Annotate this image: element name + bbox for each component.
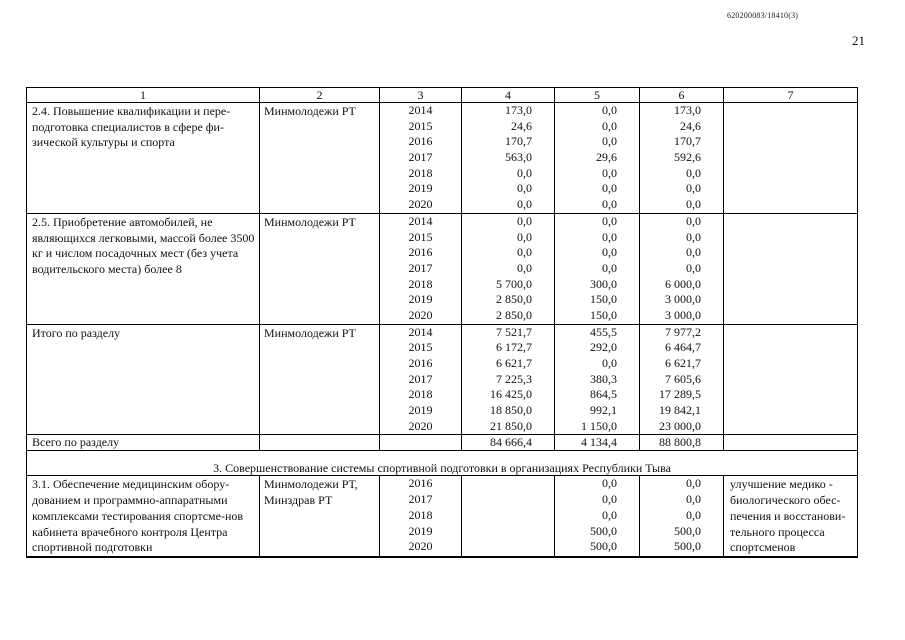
year-cell: 2017 <box>408 150 433 165</box>
year-cell: 2019 <box>408 181 433 196</box>
total-col5: 4 134,4 <box>555 435 640 450</box>
col4-cell: 5 700,0 <box>496 276 532 291</box>
column-number: 4 <box>462 88 555 102</box>
year-cell: 2017 <box>408 260 433 275</box>
col5-cell: 500,0 <box>590 539 617 554</box>
col5-cell: 0,0 <box>602 356 617 370</box>
col4-cell: 18 850,0 <box>490 403 532 418</box>
col5-cell: 0,0 <box>602 507 617 522</box>
col4-cell: 563,0 <box>505 150 532 165</box>
col5-cell: 992,1 <box>590 403 617 418</box>
col6-cell: 3 000,0 <box>665 292 701 307</box>
col6-cell: 0,0 <box>686 492 701 507</box>
year-cell: 2019 <box>408 523 433 538</box>
col4-cell: 0,0 <box>517 260 532 275</box>
program-table <box>26 87 858 558</box>
year-cell: 2018 <box>408 276 433 291</box>
col6-cell: 173,0 <box>674 103 701 117</box>
task-description: 2.4. Повышение квалификации и пере-подготовка специалистов в сфере фи-зической культуры и спорта <box>27 103 260 213</box>
col5-cell: 0,0 <box>602 476 617 491</box>
col4-cell <box>462 524 554 540</box>
col4-cell: 0,0 <box>517 165 532 180</box>
col5-cell: 300,0 <box>590 276 617 291</box>
col4-cell: 2 850,0 <box>496 307 532 322</box>
col4-cell: 0,0 <box>517 181 532 196</box>
col4-column <box>462 325 555 435</box>
col5-cell: 500,0 <box>590 523 617 538</box>
task-description: 2.5. Приобретение автомобилей, не являющихся легковыми, массой более 3500 кг и числом посадочных мест (без учета водительского места) более 8 <box>27 214 260 324</box>
year-column <box>380 325 462 435</box>
col4-cell <box>462 476 554 492</box>
column-number: 7 <box>787 88 794 102</box>
total-label: Всего по разделу <box>27 435 260 450</box>
expected-result <box>724 214 857 324</box>
year-column <box>380 103 462 213</box>
col5-cell: 1 150,0 <box>581 418 617 433</box>
grand-total-row <box>27 435 857 451</box>
col6-cell: 500,0 <box>674 523 701 538</box>
total-executor-cell <box>260 435 380 450</box>
year-cell: 2014 <box>408 103 433 117</box>
year-cell: 2019 <box>408 403 433 418</box>
col4-cell: 21 850,0 <box>490 418 532 433</box>
page-number: 21 <box>852 33 865 48</box>
total-col6: 88 800,8 <box>640 435 724 450</box>
col6-cell: 0,0 <box>686 507 701 522</box>
col5-cell: 0,0 <box>602 181 617 196</box>
section-title: 3. Совершенствование системы спортивной подготовки в организациях Республики Тыва <box>27 451 857 476</box>
col5-cell: 0,0 <box>602 134 617 149</box>
col4-cell: 2 850,0 <box>496 292 532 307</box>
col5-column <box>555 325 640 435</box>
col6-column <box>640 103 724 213</box>
col6-cell: 592,6 <box>674 150 701 165</box>
col6-cell: 17 289,5 <box>659 387 701 402</box>
col5-column <box>555 476 640 556</box>
col5-cell: 0,0 <box>602 103 617 117</box>
col6-column <box>640 214 724 324</box>
col4-column <box>462 214 555 324</box>
col6-column <box>640 325 724 435</box>
column-number-row <box>27 88 857 103</box>
col4-cell: 0,0 <box>517 245 532 260</box>
col5-column <box>555 103 640 213</box>
expected-result: улучшение медико - биологического обес-печения и восстанови-тельного процесса спортсменов <box>730 477 846 555</box>
task-description: 3.1. Обеспечение медицинским обору-дованием и программно-аппаратными комплексами тестирования спортсме-нов кабинета врачебного контроля Центра спортивной подготовки <box>27 476 260 556</box>
col6-cell: 0,0 <box>686 165 701 180</box>
col5-cell: 0,0 <box>602 197 617 212</box>
col6-cell: 6 464,7 <box>665 340 701 355</box>
col4-cell <box>462 539 554 555</box>
col5-cell: 0,0 <box>602 492 617 507</box>
col6-column <box>640 476 724 556</box>
task-block-row <box>27 214 857 325</box>
year-cell: 2016 <box>408 356 433 370</box>
task-description: Итого по разделу <box>27 325 260 435</box>
year-cell: 2019 <box>408 292 433 307</box>
year-cell: 2018 <box>408 387 433 402</box>
col4-cell: 7 521,7 <box>496 324 532 339</box>
col5-cell: 150,0 <box>590 292 617 307</box>
total-result-cell <box>724 435 857 450</box>
col5-cell: 455,5 <box>590 324 617 339</box>
executor: Минмолодежи РТ <box>260 214 380 324</box>
col5-cell: 864,5 <box>590 387 617 402</box>
col4-cell: 173,0 <box>505 103 532 117</box>
executor: Минмолодежи РТ, Минздрав РТ <box>260 476 380 556</box>
task-block-row <box>27 325 857 436</box>
total-year-cell <box>380 435 462 450</box>
col5-cell: 292,0 <box>590 340 617 355</box>
col4-cell: 170,7 <box>505 134 532 149</box>
col4-column <box>462 103 555 213</box>
year-cell: 2018 <box>408 165 433 180</box>
document-id: 620200083/18410(3) <box>727 11 799 20</box>
task-block-row <box>27 476 857 557</box>
col4-cell <box>462 492 554 508</box>
col4-cell <box>462 508 554 524</box>
executor: Минмолодежи РТ <box>260 325 380 435</box>
col6-cell: 0,0 <box>686 245 701 260</box>
col4-cell: 0,0 <box>517 229 532 244</box>
col5-cell: 0,0 <box>602 229 617 244</box>
col6-cell: 0,0 <box>686 260 701 275</box>
col6-cell: 7 605,6 <box>665 371 701 386</box>
year-cell: 2017 <box>408 371 433 386</box>
year-cell: 2014 <box>408 324 433 339</box>
year-cell: 2017 <box>408 492 433 507</box>
col4-cell: 24,6 <box>511 118 532 133</box>
col4-cell: 0,0 <box>517 197 532 212</box>
col5-cell: 380,3 <box>590 371 617 386</box>
year-cell: 2015 <box>408 340 433 355</box>
executor: Минмолодежи РТ <box>260 103 380 213</box>
col4-cell: 7 225,3 <box>496 371 532 386</box>
col6-cell: 0,0 <box>686 229 701 244</box>
col4-cell: 6 621,7 <box>496 356 532 370</box>
year-column <box>380 214 462 324</box>
col6-cell: 0,0 <box>686 213 701 228</box>
col6-cell: 0,0 <box>686 476 701 491</box>
col5-cell: 150,0 <box>590 307 617 322</box>
year-cell: 2016 <box>408 476 433 491</box>
col5-cell: 0,0 <box>602 118 617 133</box>
col5-cell: 29,6 <box>596 150 617 165</box>
expected-result <box>724 325 857 435</box>
year-cell: 2018 <box>408 507 433 522</box>
column-number: 2 <box>260 88 380 102</box>
col5-cell: 0,0 <box>602 165 617 180</box>
expected-result <box>724 103 857 213</box>
year-column <box>380 476 462 556</box>
col6-cell: 0,0 <box>686 181 701 196</box>
year-cell: 2016 <box>408 134 433 149</box>
col6-cell: 6 000,0 <box>665 276 701 291</box>
column-number: 6 <box>640 88 724 102</box>
col6-cell: 170,7 <box>674 134 701 149</box>
col4-cell: 0,0 <box>517 213 532 228</box>
year-cell: 2020 <box>408 307 433 322</box>
column-number: 3 <box>380 88 462 102</box>
year-cell: 2014 <box>408 213 433 228</box>
col6-cell: 6 621,7 <box>665 356 701 370</box>
col5-cell: 0,0 <box>602 245 617 260</box>
year-cell: 2015 <box>408 118 433 133</box>
col6-cell: 7 977,2 <box>665 324 701 339</box>
task-block-row <box>27 103 857 214</box>
col6-cell: 23 000,0 <box>659 418 701 433</box>
col5-column <box>555 214 640 324</box>
year-cell: 2015 <box>408 229 433 244</box>
col6-cell: 19 842,1 <box>659 403 701 418</box>
year-cell: 2020 <box>408 197 433 212</box>
column-number: 1 <box>27 88 260 102</box>
col5-cell: 0,0 <box>602 213 617 228</box>
col5-cell: 0,0 <box>602 260 617 275</box>
col6-cell: 0,0 <box>686 197 701 212</box>
year-cell: 2016 <box>408 245 433 260</box>
column-number: 5 <box>555 88 640 102</box>
col4-column <box>462 476 555 556</box>
total-col4: 84 666,4 <box>462 435 555 450</box>
year-cell: 2020 <box>408 539 433 554</box>
col6-cell: 24,6 <box>680 118 701 133</box>
col4-cell: 16 425,0 <box>490 387 532 402</box>
col6-cell: 3 000,0 <box>665 307 701 322</box>
year-cell: 2020 <box>408 418 433 433</box>
col4-cell: 6 172,7 <box>496 340 532 355</box>
col6-cell: 500,0 <box>674 539 701 554</box>
